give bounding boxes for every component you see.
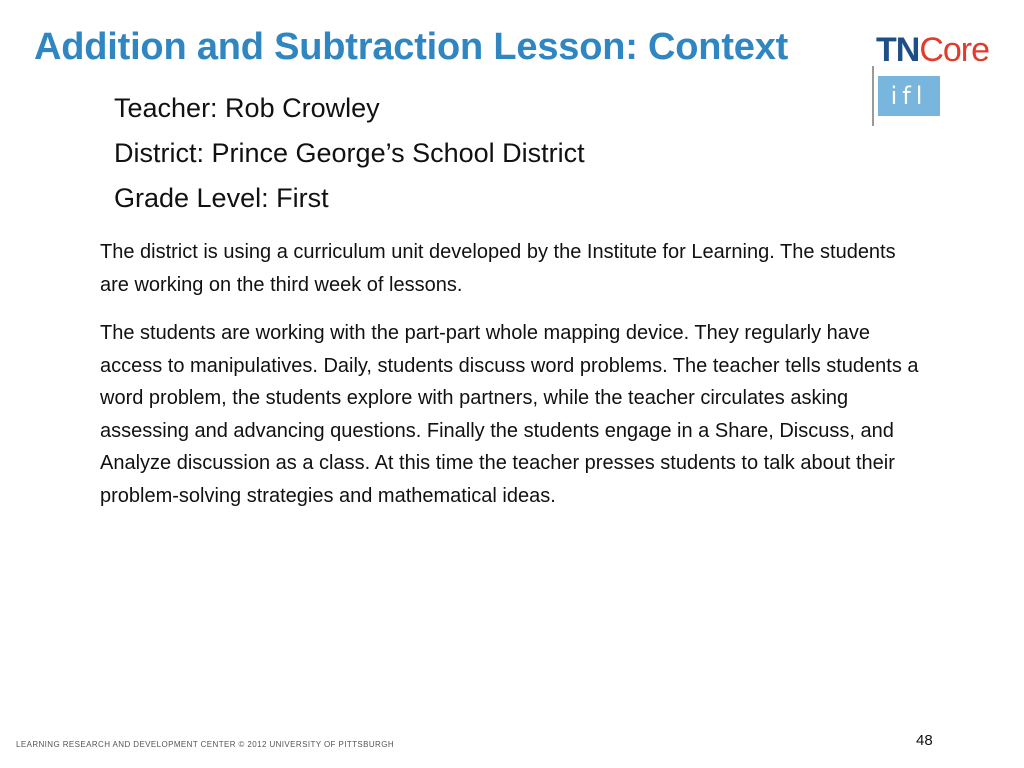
lesson-details-list	[114, 86, 585, 221]
tncore-ifl-logo	[872, 30, 1007, 128]
district-detail: District: Prince George’s School District	[114, 138, 585, 168]
teacher-detail: Teacher: Rob Crowley	[114, 93, 380, 123]
tncore-wordmark	[876, 30, 989, 70]
ifl-logo-box: ifl	[878, 76, 940, 116]
grade-level-detail: Grade Level: First	[114, 183, 329, 213]
page-number: 48	[916, 732, 933, 749]
slide-title: Addition and Subtraction Lesson: Context	[34, 26, 789, 68]
logo-divider	[872, 66, 874, 126]
logo-core-text: Core	[919, 31, 990, 69]
logo-tn-text: TN	[876, 31, 920, 69]
footer-credit: LEARNING RESEARCH AND DEVELOPMENT CENTER © 2012 UNIVERSITY OF PITTSBURGH	[16, 740, 395, 749]
curriculum-paragraph: The district is using a curriculum unit developed by the Institute for Learning. The students are working on the third week of lessons.	[100, 241, 896, 296]
context-description	[100, 236, 920, 528]
classroom-practice-paragraph: The students are working with the part-part whole mapping device. They regularly have access to manipulatives. Daily, students discuss word problems. The teacher tells students a word problem, the students explore with partners, while the teacher circulates asking assessing and advancing questions. Finally the students engage in a Share, Discuss, and Analyze discussion as a class. At this time the teacher presses students to talk about their problem-solving strategies and mathematical ideas.	[100, 322, 919, 507]
